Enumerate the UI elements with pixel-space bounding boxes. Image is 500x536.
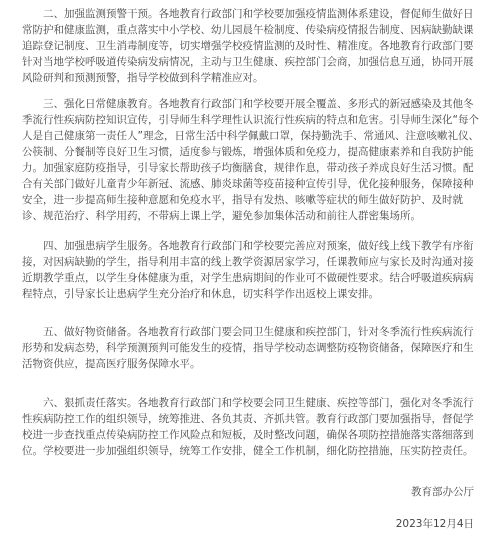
paragraph-supplies: 五、做好物资储备。各地教育行政部门要会同卫生健康和疾控部门，针对冬季流行性疾病流行形势和发病态势，科学预测预判可能发生的疫情，指导学校动态调整防疫物资储备，保障医疗和生活物资供应，提高医疗服务保障水平。 xyxy=(22,326,474,370)
paragraph-monitoring: 二、加强监测预警干预。各地教育行政部门和学校要加强疫情监测体系建设，督促师生做好日常防护和健康监测，重点落实中小学校、幼儿园晨午检制度、传染病疫情报告制度、因病缺勤缺课追踪登记制度、卫生消毒制度等，切实增强学校疫情监测的及时性、精准度。各地教育行政部门要针对当地学校呼吸道传染病发病情况，主动与卫生健康、疾控部门会商，加强信息互通，协同开展风险研判和预测预警，指导学校做到科学精准应对。 xyxy=(22,8,474,84)
paragraph-health-education: 三、强化日常健康教育。各地教育行政部门和学校要开展全覆盖、多形式的新冠感染及其他冬季流行性疾病防控知识宣传，引导师生科学理性认识流行性疾病的特点和危害。引导师生深化“每个人是自己健康第一责任人”理念，日常生活中科学佩戴口罩，保持勤洗手、常通风、注意咳嗽礼仪、公筷制、分餐制等良好卫生习惯，适度参与锻炼，增强体质和免疫力，提高健康素养和自我防护能力。加强家庭防疫指导，引导家长帮助孩子均衡膳食，规律作息，带动孩子养成良好生活习惯。配合有关部门做好儿童青少年新冠、流感、肺炎球菌等疫苗接种宣传引导，优化接种服务，保障接种安全，进一步提高师生接种意愿和免疫水平，指导有发热、咳嗽等症状的师生做好防护、及时就诊、规范治疗、科学用药，不带病上课上学，避免参加集体活动和前往人群密集场所。 xyxy=(22,98,479,222)
paragraph-student-services: 四、加强患病学生服务。各地教育行政部门和学校要完善应对预案，做好线上线下教学有序衔接，对因病缺勤的学生，指导利用丰富的线上教学资源居家学习，任课教师应与家长及时沟通对接近期教学重点，以学生身体健康为重，对学生患病期间的作业可不做硬性要求。结合呼吸道疾病病程特点，引导家长让患病学生充分治疗和休息，切实科学作出返校上课安排。 xyxy=(22,240,474,300)
issue-date: 2023年12月4日 xyxy=(395,518,474,530)
issuer-signature: 教育部办公厅 xyxy=(411,486,474,498)
paragraph-responsibility: 六、狠抓责任落实。各地教育行政部门和学校要会同卫生健康、疾控等部门，强化对冬季流行性疾病防控工作的组织领导，统筹推进、各负其责、齐抓共管。教育行政部门要加强指导，督促学校进一步查找重点传染病防控工作风险点和短板，及时整改问题，确保各项防控措施落实落细落到位。学校要进一步加强组织领导，统筹工作安排，健全工作机制，细化防控措施，压实防控责任。 xyxy=(22,397,474,457)
